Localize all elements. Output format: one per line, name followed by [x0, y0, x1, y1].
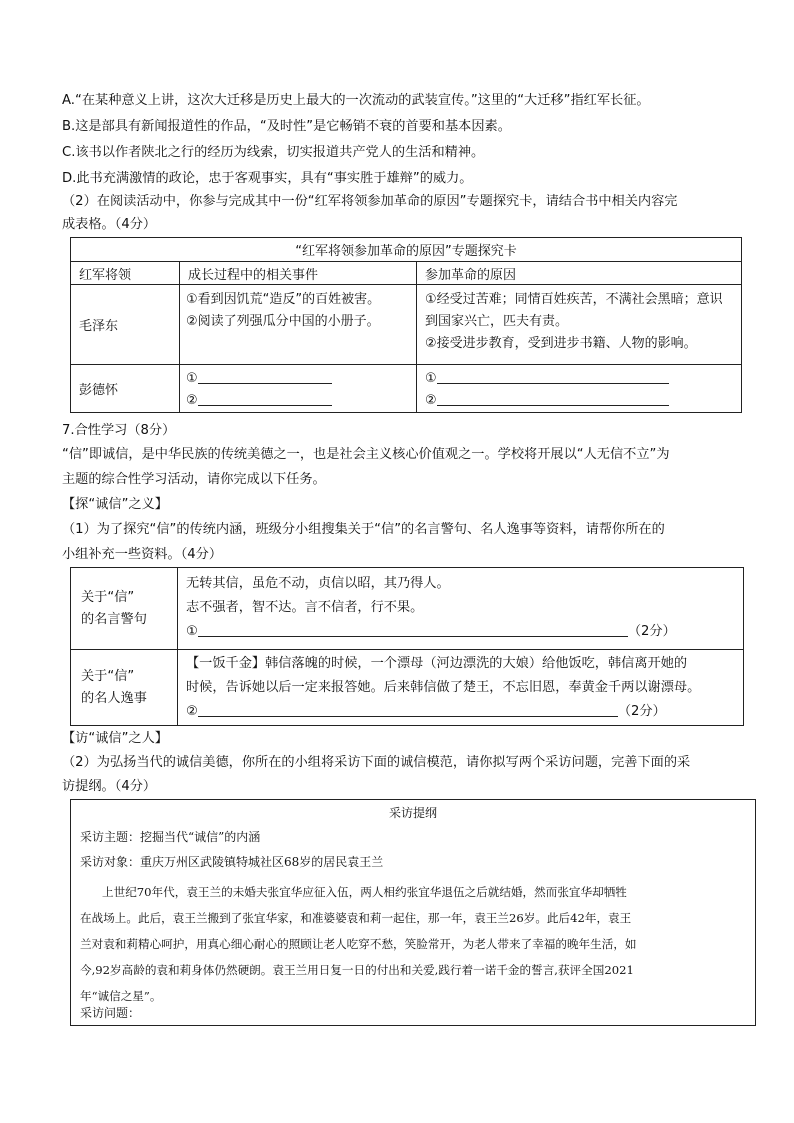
general-peng: 彭德怀	[71, 365, 180, 413]
peng-event-2-blank[interactable]	[198, 391, 332, 406]
peng-event-1-blank[interactable]	[198, 369, 332, 384]
anecdote-score: （2分）	[617, 704, 666, 719]
mao-reason-1-cont: 到国家兴亡，匹夫有责。	[425, 314, 569, 329]
outline-topic: 采访主题：挖掘当代“诚信”的内涵	[80, 830, 261, 844]
quote-answer-blank[interactable]	[198, 622, 628, 637]
section-visit-heading: 【访“诚信”之人】	[62, 731, 168, 746]
outline-body-line-5: 年“诚信之星”。	[80, 989, 162, 1003]
anecdote-blank-marker: ②	[186, 704, 198, 719]
mao-reasons-cell	[417, 285, 742, 365]
task-1-text: （1）为了探究“信”的传统内涵，班级分小组搜集关于“信”的名言警句、名人逸事等资料，请帮你所在的	[62, 522, 665, 537]
header-general: 红军将领	[71, 262, 180, 285]
interview-outline-box	[70, 799, 756, 1026]
quote-2: 志不强者，智不达。言不信者，行不果。	[186, 600, 424, 615]
mao-reason-1: ①经受过苦难；同情百姓疾苦，不满社会黑暗；意识	[425, 292, 723, 307]
outline-questions-label: 采访问题：	[80, 1006, 141, 1020]
general-mao: 毛泽东	[71, 285, 180, 365]
anecdote-label-2: 的名人逸事	[81, 690, 147, 706]
peng-reasons-cell[interactable]	[417, 365, 742, 413]
anecdote-label-cell	[71, 650, 178, 726]
question-2-text-cont: 成表格。（4分）	[62, 217, 157, 232]
quotes-label-cell	[71, 568, 178, 650]
quote-1: 无转其信，虽危不动，贞信以昭，其乃得人。	[186, 576, 450, 591]
option-b: B.这是部具有新闻报道性的作品，“及时性”是它畅销不衰的首要和基本因素。	[62, 119, 511, 134]
peng-event-2-marker: ②	[186, 392, 198, 408]
outline-target: 采访对象：重庆万州区武陵镇特城社区68岁的居民袁王兰	[80, 855, 384, 869]
quotes-content-cell	[178, 568, 744, 650]
anecdote-content-cell	[178, 650, 744, 726]
outline-body-line-1: 上世纪70年代，袁王兰的未婚夫张宜华应征入伍，两人相约张宜华退伍之后就结婚，然而张宜华却牺牲	[102, 885, 627, 899]
outline-body-line-4: 今,92岁高龄的袁和莉身体仍然硬朗。袁王兰用日复一日的付出和关爱,践行着一诺千金的誓言,获评全国2021	[80, 963, 634, 977]
outline-body-line-2: 在战场上。此后，袁王兰搬到了张宜华家，和准婆婆袁和莉一起住，那一年，袁王兰26岁。此后42年，袁王	[80, 911, 632, 925]
header-events: 成长过程中的相关事件	[180, 262, 417, 285]
peng-events-cell[interactable]	[180, 365, 417, 413]
option-d: D.此书充满激情的政论，忠于客观事实，具有“事实胜于雄辩”的威力。	[62, 171, 473, 186]
outline-body	[80, 879, 752, 1009]
outline-body-line-3: 兰对袁和莉精心呵护，用真心细心耐心的照顾让老人吃穿不愁，笑脸常开，为老人带来了幸福的晚年生活，如	[80, 937, 637, 951]
section-explore-heading: 【探“诚信”之义】	[62, 497, 168, 512]
card-title: “红军将领参加革命的原因”专题探究卡	[71, 238, 742, 262]
mao-event-2: ②阅读了列强瓜分中国的小册子。	[186, 314, 380, 329]
question-7-title: 7.合性学习（8分）	[62, 423, 176, 438]
quotes-label-1: 关于“信”	[81, 589, 135, 605]
anecdote-answer-blank[interactable]	[198, 702, 618, 717]
anecdote-label-1: 关于“信”	[81, 668, 135, 684]
anecdote-line-1: 【一饭千金】韩信落魄的时候，一个漂母（河边漂洗的大娘）给他饭吃，韩信离开她的	[186, 656, 688, 671]
exploration-card-table	[70, 237, 742, 413]
quotes-label-2: 的名言警句	[81, 611, 147, 627]
peng-reason-1-marker: ①	[425, 370, 437, 386]
option-a: A.“在某种意义上讲，这次大迁移是历史上最大的一次流动的武装宣传。”这里的“大迁移”指红军长征。	[62, 93, 650, 108]
peng-event-1-marker: ①	[186, 370, 198, 386]
header-reasons: 参加革命的原因	[417, 262, 742, 285]
mao-event-1: ①看到因饥荒“造反”的百姓被害。	[186, 292, 381, 307]
quote-score: （2分）	[627, 624, 676, 639]
mao-reason-2: ②接受进步教育，受到进步书籍、人物的影响。	[425, 336, 697, 351]
xin-materials-table	[70, 567, 744, 726]
anecdote-line-2: 时候，告诉她以后一定来报答她。后来韩信做了楚王，不忘旧恩，奉黄金千两以谢漂母。	[186, 680, 701, 695]
task-1-text-cont: 小组补充一些资料。（4分）	[62, 547, 223, 562]
question-7-intro-cont: 主题的综合性学习活动，请你完成以下任务。	[62, 472, 326, 487]
peng-reason-2-marker: ②	[425, 392, 437, 408]
option-c: C.该书以作者陕北之行的经历为线索，切实报道共产党人的生活和精神。	[62, 145, 485, 160]
task-2-text: （2）为弘扬当代的诚信美德，你所在的小组将采访下面的诚信模范，请你拟写两个采访问题，完善下面的采	[62, 755, 691, 770]
question-7-intro: “信”即诚信，是中华民族的传统美德之一，也是社会主义核心价值观之一。学校将开展以“人无信不立”为	[62, 447, 670, 462]
task-2-text-cont: 访提纲。（4分）	[62, 779, 157, 794]
outline-title: 采访提纲	[388, 806, 437, 820]
question-2-text: （2）在阅读活动中，你参与完成其中一份“红军将领参加革命的原因”专题探究卡，请结合书中相关内容完	[62, 194, 678, 209]
peng-reason-1-blank[interactable]	[437, 369, 669, 384]
quote-blank-marker: ①	[186, 624, 198, 639]
mao-events-cell	[180, 285, 417, 365]
peng-reason-2-blank[interactable]	[437, 391, 669, 406]
